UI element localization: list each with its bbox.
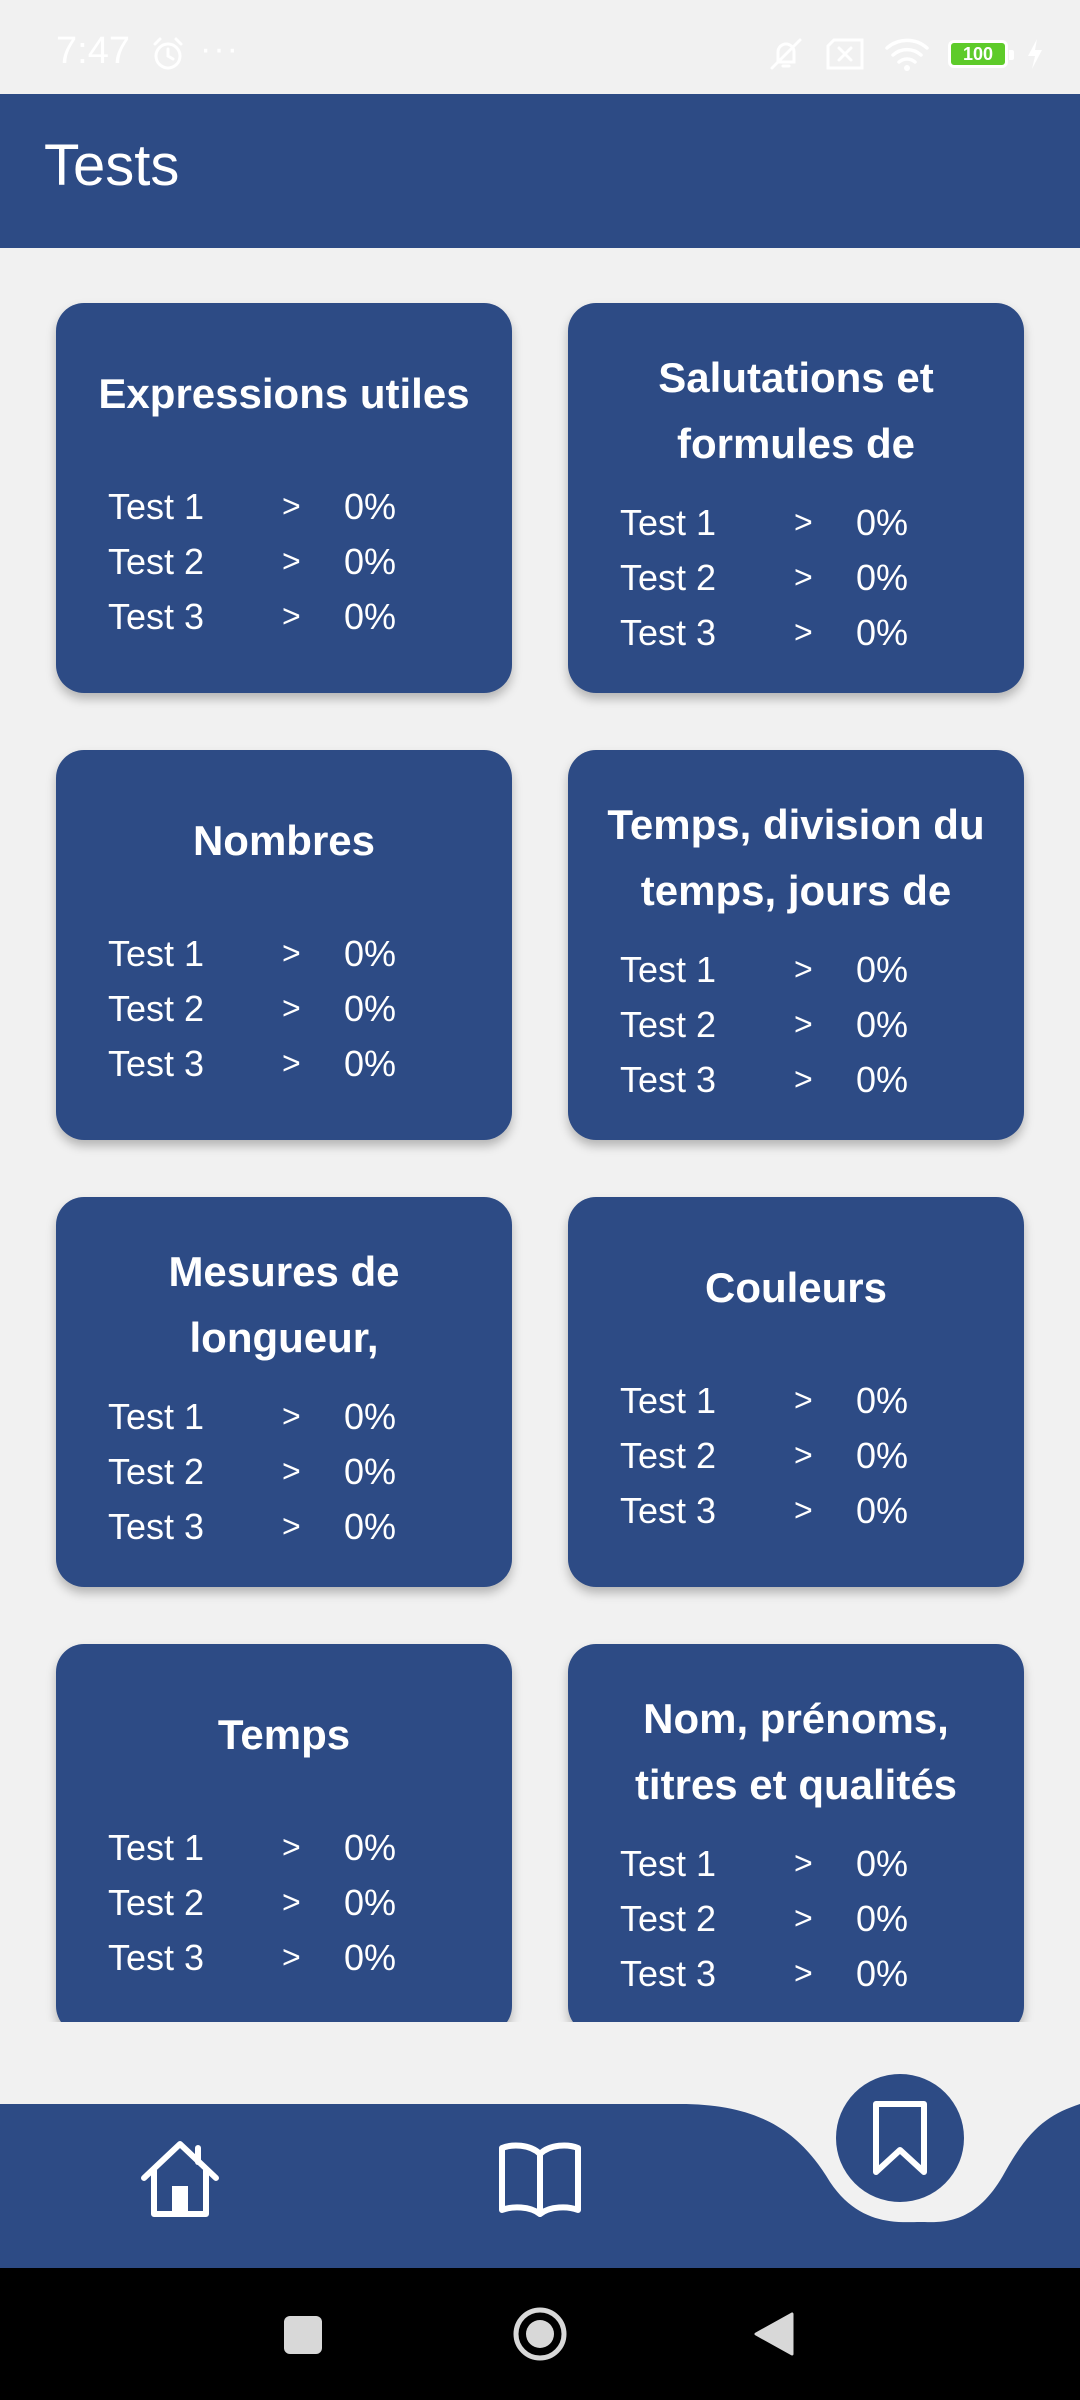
- test-name: Test 2: [108, 1881, 205, 1923]
- arrow-icon: >: [282, 990, 301, 1026]
- status-time: 7:47: [56, 30, 130, 72]
- arrow-icon: >: [794, 1006, 813, 1042]
- test-name: Test 1: [108, 1826, 205, 1868]
- system-nav-bar: [0, 2268, 1080, 2400]
- app-bar: [0, 94, 1080, 248]
- card-salutations[interactable]: [568, 303, 1024, 693]
- test-score: 0%: [344, 932, 397, 974]
- test-row-3[interactable]: [620, 605, 1004, 660]
- test-row-3[interactable]: [108, 589, 492, 644]
- arrow-icon: >: [794, 1382, 813, 1418]
- status-bar: [0, 0, 1080, 94]
- test-row-3[interactable]: [620, 1483, 1004, 1538]
- test-row-2[interactable]: [108, 1875, 492, 1930]
- test-row-1[interactable]: [620, 495, 1004, 550]
- test-row-2[interactable]: [620, 1891, 1004, 1946]
- card-mesures-longueur[interactable]: [56, 1197, 512, 1587]
- arrow-icon: >: [282, 1884, 301, 1920]
- home-circle-icon[interactable]: [512, 2306, 568, 2362]
- test-name: Test 1: [108, 932, 205, 974]
- test-list: [108, 926, 492, 1091]
- bookmark-button[interactable]: [836, 2074, 964, 2202]
- test-score: 0%: [856, 1058, 909, 1100]
- test-score: 0%: [856, 501, 909, 543]
- test-row-1[interactable]: [620, 1373, 1004, 1428]
- card-temps-division[interactable]: [568, 750, 1024, 1140]
- test-name: Test 2: [620, 1003, 717, 1045]
- arrow-icon: >: [794, 1061, 813, 1097]
- test-list: [620, 495, 1004, 660]
- test-row-1[interactable]: [620, 1836, 1004, 1891]
- test-score: 0%: [344, 1881, 397, 1923]
- bottom-nav: [0, 2022, 1080, 2268]
- page-title: Tests: [44, 133, 180, 198]
- test-score: 0%: [856, 1842, 909, 1884]
- arrow-icon: >: [282, 598, 301, 634]
- test-name: Test 2: [108, 540, 205, 582]
- test-name: Test 2: [620, 1897, 717, 1939]
- arrow-icon: >: [282, 935, 301, 971]
- test-name: Test 2: [620, 1434, 717, 1476]
- card-nombres[interactable]: [56, 750, 512, 1140]
- test-row-1[interactable]: [108, 1820, 492, 1875]
- test-score: 0%: [344, 1450, 397, 1492]
- home-icon[interactable]: [136, 2134, 224, 2222]
- test-name: Test 1: [108, 1395, 205, 1437]
- more-dots-icon: ···: [200, 30, 240, 68]
- test-name: Test 2: [108, 1450, 205, 1492]
- test-row-1[interactable]: [108, 926, 492, 981]
- arrow-icon: >: [282, 1508, 301, 1544]
- card-title: Temps: [217, 1711, 351, 1758]
- test-score: 0%: [856, 1379, 909, 1421]
- arrow-icon: >: [794, 1900, 813, 1936]
- test-row-1[interactable]: [108, 1389, 492, 1444]
- mute-icon: [766, 34, 806, 74]
- test-name: Test 1: [108, 485, 205, 527]
- status-icons: [766, 30, 1044, 78]
- card-title: Mesures de longueur,: [168, 1248, 400, 1361]
- test-list: [108, 1389, 492, 1554]
- recents-square-icon[interactable]: [284, 2316, 322, 2354]
- test-name: Test 3: [620, 1489, 717, 1531]
- test-name: Test 3: [620, 1952, 717, 1994]
- arrow-icon: >: [282, 1398, 301, 1434]
- test-name: Test 3: [620, 611, 717, 653]
- arrow-icon: >: [794, 1492, 813, 1528]
- back-triangle-icon[interactable]: [752, 2310, 796, 2358]
- test-row-3[interactable]: [620, 1946, 1004, 2001]
- test-name: Test 3: [620, 1058, 717, 1100]
- arrow-icon: >: [794, 951, 813, 987]
- arrow-icon: >: [794, 614, 813, 650]
- test-score: 0%: [856, 1489, 909, 1531]
- test-name: Test 1: [620, 1842, 717, 1884]
- test-score: 0%: [344, 1395, 397, 1437]
- test-score: 0%: [344, 1042, 397, 1084]
- card-title: Nombres: [192, 817, 376, 864]
- test-score: 0%: [856, 1952, 909, 1994]
- card-expressions-utiles[interactable]: [56, 303, 512, 693]
- test-score: 0%: [344, 485, 397, 527]
- test-list: [108, 1820, 492, 1985]
- test-row-3[interactable]: [620, 1052, 1004, 1107]
- arrow-icon: >: [282, 1939, 301, 1975]
- arrow-icon: >: [282, 1045, 301, 1081]
- test-list: [620, 942, 1004, 1107]
- test-name: Test 2: [108, 987, 205, 1029]
- test-score: 0%: [856, 1897, 909, 1939]
- test-name: Test 3: [108, 1505, 205, 1547]
- test-list: [620, 1373, 1004, 1538]
- arrow-icon: >: [794, 1845, 813, 1881]
- test-row-2[interactable]: [108, 981, 492, 1036]
- test-name: Test 1: [620, 501, 717, 543]
- test-score: 0%: [856, 611, 909, 653]
- test-row-2[interactable]: [108, 534, 492, 589]
- test-score: 0%: [344, 1826, 397, 1868]
- card-title: Temps, division du temps, jours de: [607, 801, 985, 914]
- test-score: 0%: [344, 540, 397, 582]
- test-score: 0%: [344, 595, 397, 637]
- test-name: Test 3: [108, 1936, 205, 1978]
- test-row-1[interactable]: [620, 942, 1004, 997]
- wifi-icon: [884, 36, 930, 72]
- test-score: 0%: [856, 556, 909, 598]
- card-couleurs[interactable]: [568, 1197, 1024, 1587]
- test-row-2[interactable]: [620, 1428, 1004, 1483]
- arrow-icon: >: [794, 559, 813, 595]
- test-list: [108, 479, 492, 644]
- test-row-3[interactable]: [108, 1036, 492, 1091]
- card-title: Salutations et formules de: [658, 354, 934, 467]
- card-temps[interactable]: [56, 1644, 512, 2022]
- test-grid: [0, 248, 1080, 2022]
- arrow-icon: >: [282, 543, 301, 579]
- test-list: [620, 1836, 1004, 2001]
- card-title: Nom, prénoms, titres et qualités: [634, 1695, 958, 1808]
- arrow-icon: >: [794, 1437, 813, 1473]
- test-name: Test 3: [108, 1042, 205, 1084]
- book-icon[interactable]: [498, 2138, 582, 2218]
- test-name: Test 1: [620, 948, 717, 990]
- test-row-2[interactable]: [620, 550, 1004, 605]
- test-name: Test 1: [620, 1379, 717, 1421]
- test-row-2[interactable]: [108, 1444, 492, 1499]
- card-nom-prenoms[interactable]: [568, 1644, 1024, 2022]
- test-score: 0%: [856, 948, 909, 990]
- arrow-icon: >: [282, 1829, 301, 1865]
- test-row-3[interactable]: [108, 1930, 492, 1985]
- charging-icon: [1026, 38, 1044, 70]
- arrow-icon: >: [794, 1955, 813, 1991]
- test-name: Test 3: [108, 595, 205, 637]
- card-title: Couleurs: [704, 1264, 888, 1311]
- card-title: Expressions utiles: [98, 370, 470, 417]
- test-score: 0%: [344, 1505, 397, 1547]
- test-score: 0%: [344, 987, 397, 1029]
- test-name: Test 2: [620, 556, 717, 598]
- bookmark-icon: [870, 2100, 930, 2176]
- battery-level: 100: [962, 44, 994, 64]
- arrow-icon: >: [282, 488, 301, 524]
- test-row-2[interactable]: [620, 997, 1004, 1052]
- no-sim-icon: [824, 36, 866, 72]
- test-row-1[interactable]: [108, 479, 492, 534]
- arrow-icon: >: [794, 504, 813, 540]
- test-score: 0%: [344, 1936, 397, 1978]
- test-row-3[interactable]: [108, 1499, 492, 1554]
- arrow-icon: >: [282, 1453, 301, 1489]
- test-score: 0%: [856, 1003, 909, 1045]
- alarm-icon: [150, 36, 186, 72]
- test-score: 0%: [856, 1434, 909, 1476]
- battery-icon: [948, 40, 1008, 68]
